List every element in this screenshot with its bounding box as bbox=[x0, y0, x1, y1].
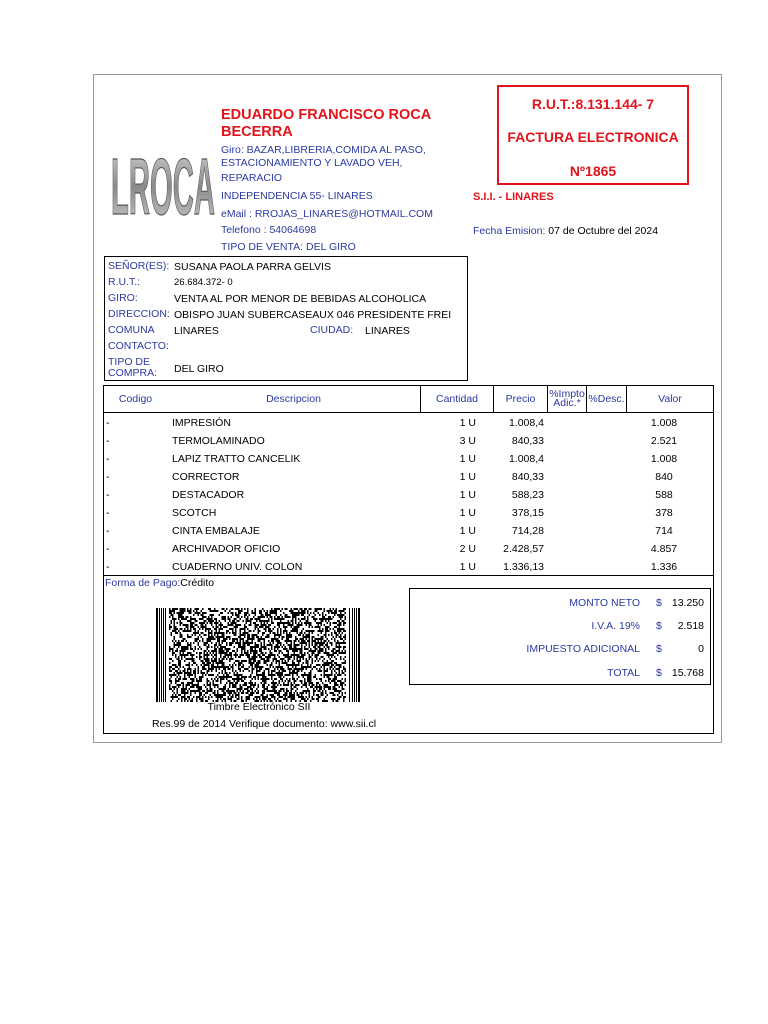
item-price: 1.008,4 bbox=[508, 453, 544, 465]
net-amount-currency: $ bbox=[656, 597, 662, 609]
items-table bbox=[103, 385, 714, 734]
total-currency: $ bbox=[656, 667, 662, 679]
svg-text:LROCA: LROCA bbox=[111, 142, 215, 224]
extra-tax-value: 0 bbox=[698, 643, 704, 655]
document-id-box bbox=[497, 85, 689, 185]
col-header-description: Descripcion bbox=[266, 392, 321, 405]
table-row bbox=[104, 415, 713, 433]
table-row bbox=[104, 523, 713, 541]
client-ciudad: LINARES bbox=[365, 325, 410, 337]
pdf417-barcode bbox=[156, 608, 360, 702]
item-description: IMPRESIÓN bbox=[172, 417, 231, 429]
client-name: SUSANA PAOLA PARRA GELVIS bbox=[174, 261, 331, 273]
item-description: ARCHIVADOR OFICIO bbox=[172, 543, 281, 555]
item-quantity: 1 U bbox=[459, 561, 476, 573]
item-price: 840,33 bbox=[511, 435, 544, 447]
item-quantity: 1 U bbox=[459, 453, 476, 465]
items-table-header bbox=[104, 386, 713, 413]
col-header-price: Precio bbox=[493, 386, 547, 412]
extra-tax-label: IMPUESTO ADICIONAL bbox=[526, 643, 640, 655]
table-row bbox=[104, 505, 713, 523]
item-quantity: 1 U bbox=[459, 525, 476, 537]
client-ciudad-label: CIUDAD: bbox=[310, 324, 354, 336]
item-quantity: 2 U bbox=[459, 543, 476, 555]
item-code: - bbox=[106, 525, 110, 537]
item-value: 1.008 bbox=[650, 453, 678, 465]
item-value: 378 bbox=[655, 507, 673, 519]
issuer-giro-line1: Giro: BAZAR,LIBRERIA,COMIDA AL PASO, bbox=[221, 144, 426, 156]
item-price: 1.008,4 bbox=[508, 417, 544, 429]
item-value: 1.336 bbox=[650, 561, 678, 573]
col-header-tax-line1: %Impto bbox=[549, 388, 585, 400]
item-quantity: 1 U bbox=[459, 417, 476, 429]
item-code: - bbox=[106, 453, 110, 465]
item-quantity: 1 U bbox=[459, 471, 476, 483]
table-row bbox=[104, 451, 713, 469]
item-description: CINTA EMBALAJE bbox=[172, 525, 260, 537]
client-rut-label: R.U.T.: bbox=[108, 276, 141, 288]
item-value: 4.857 bbox=[650, 543, 678, 555]
client-purchase-type-label-2: COMPRA: bbox=[108, 367, 158, 379]
client-address: OBISPO JUAN SUBERCASEAUX 046 PRESIDENTE FREI bbox=[174, 309, 452, 321]
item-price: 714,28 bbox=[511, 525, 544, 537]
payment-value: Crédito bbox=[180, 577, 215, 589]
client-purchase-type: DEL GIRO bbox=[174, 363, 224, 375]
item-code: - bbox=[106, 561, 110, 573]
item-code: - bbox=[106, 543, 110, 555]
item-price: 840,33 bbox=[511, 471, 544, 483]
item-value: 714 bbox=[655, 525, 673, 537]
iva-label: I.V.A. 19% bbox=[591, 620, 640, 632]
payment-method bbox=[105, 577, 214, 589]
item-value: 2.521 bbox=[650, 435, 678, 447]
emission-date bbox=[473, 225, 658, 237]
net-amount-label: MONTO NETO bbox=[569, 597, 640, 609]
item-price: 588,23 bbox=[511, 489, 544, 501]
item-code: - bbox=[106, 489, 110, 501]
col-header-value: Valor bbox=[626, 386, 713, 412]
item-value: 1.008 bbox=[650, 417, 678, 429]
client-contact-label: CONTACTO: bbox=[108, 340, 169, 352]
col-header-quantity: Cantidad bbox=[420, 386, 493, 412]
client-box bbox=[104, 256, 468, 381]
item-code: - bbox=[106, 435, 110, 447]
item-value: 840 bbox=[655, 471, 673, 483]
document-rut: R.U.T.:8.131.144- 7 bbox=[531, 96, 655, 112]
net-amount-value: 13.250 bbox=[671, 597, 704, 609]
item-price: 378,15 bbox=[511, 507, 544, 519]
client-giro-label: GIRO: bbox=[108, 292, 138, 304]
table-row bbox=[104, 487, 713, 505]
client-purchase-type-label-1: TIPO DE bbox=[108, 356, 151, 368]
document-type: FACTURA ELECTRONICA bbox=[507, 129, 679, 145]
stamp-caption: Timbre Electrónico SII bbox=[207, 701, 311, 713]
item-description: SCOTCH bbox=[172, 507, 217, 519]
company-logo bbox=[110, 134, 216, 224]
item-code: - bbox=[106, 507, 110, 519]
item-description: DESTACADOR bbox=[172, 489, 245, 501]
col-header-tax bbox=[547, 386, 586, 412]
item-quantity: 3 U bbox=[459, 435, 476, 447]
totals-box bbox=[409, 588, 711, 685]
issuer-giro-line3: REPARACIO bbox=[221, 172, 283, 184]
issuer-address: INDEPENDENCIA 55- LINARES bbox=[221, 190, 373, 202]
issuer-phone: Telefono : 54064698 bbox=[221, 224, 317, 236]
item-quantity: 1 U bbox=[459, 489, 476, 501]
item-price: 1.336,13 bbox=[503, 561, 544, 573]
col-header-tax-line2: Adic.* bbox=[553, 397, 581, 409]
sii-office: S.I.I. - LINARES bbox=[473, 191, 554, 203]
table-row bbox=[104, 469, 713, 487]
total-value: 15.768 bbox=[671, 667, 704, 679]
col-header-discount: %Desc. bbox=[586, 386, 626, 412]
item-description: CORRECTOR bbox=[172, 471, 240, 483]
client-address-label: DIRECCION: bbox=[108, 308, 170, 320]
item-value: 588 bbox=[655, 489, 673, 501]
issuer-giro-line2: ESTACIONAMIENTO Y LAVADO VEH, bbox=[221, 157, 403, 169]
extra-tax-currency: $ bbox=[656, 643, 662, 655]
issuer-name: EDUARDO FRANCISCO ROCA BECERRA bbox=[221, 107, 431, 140]
iva-value: 2.518 bbox=[677, 620, 704, 632]
issuer-email: eMail : RROJAS_LINARES@HOTMAIL.COM bbox=[221, 208, 433, 220]
document-number: Nº1865 bbox=[569, 163, 617, 179]
client-comuna-label: COMUNA bbox=[108, 324, 155, 336]
item-description: LAPIZ TRATTO CANCELIK bbox=[172, 453, 301, 465]
item-description: TERMOLAMINADO bbox=[172, 435, 265, 447]
table-row bbox=[104, 433, 713, 451]
iva-currency: $ bbox=[656, 620, 662, 632]
payment-label: Forma de Pago: bbox=[105, 577, 181, 589]
emission-label: Fecha Emision: bbox=[473, 225, 546, 237]
item-code: - bbox=[106, 417, 110, 429]
client-name-label: SEÑOR(ES): bbox=[108, 260, 170, 272]
item-description: CUADERNO UNIV. COLON bbox=[172, 561, 303, 573]
client-giro: VENTA AL POR MENOR DE BEBIDAS ALCOHOLICA bbox=[174, 293, 427, 305]
col-header-code: Codigo bbox=[118, 392, 153, 405]
issuer-sale-type: TIPO DE VENTA: DEL GIRO bbox=[221, 241, 356, 253]
item-code: - bbox=[106, 471, 110, 483]
item-quantity: 1 U bbox=[459, 507, 476, 519]
stamp-resolution: Res.99 de 2014 Verifique documento: www.sii.cl bbox=[151, 718, 377, 730]
emission-date-value: 07 de Octubre del 2024 bbox=[545, 225, 659, 237]
items-divider bbox=[104, 575, 713, 576]
client-comuna: LINARES bbox=[174, 325, 219, 337]
total-label: TOTAL bbox=[607, 667, 640, 679]
table-row bbox=[104, 541, 713, 559]
item-price: 2.428,57 bbox=[503, 543, 544, 555]
client-rut: 26.684.372- 0 bbox=[174, 277, 233, 288]
